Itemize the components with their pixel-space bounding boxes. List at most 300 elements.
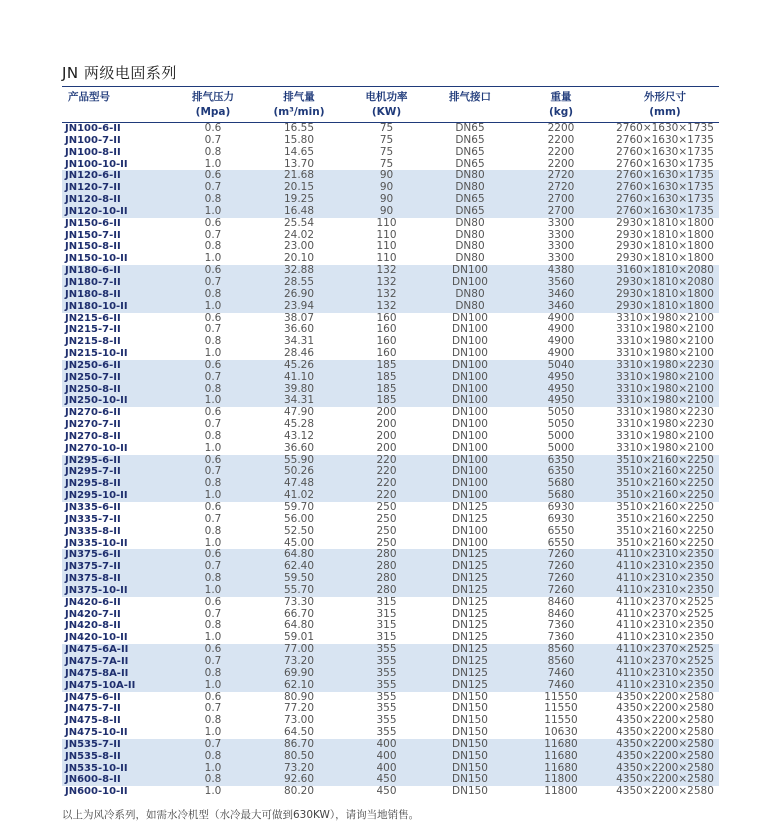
outlet-cell: DN100 (429, 277, 511, 289)
product-spec-table (62, 89, 719, 798)
weight-cell: 7460 (511, 668, 611, 680)
table-row (62, 703, 719, 715)
table-row (62, 549, 719, 561)
pressure-cell: 1.0 (172, 301, 254, 313)
pressure-cell: 0.6 (204, 407, 222, 419)
pressure-cell: 1.0 (204, 348, 222, 360)
model-cell: JN270-8-II (65, 430, 121, 442)
table-row (62, 431, 719, 443)
model-cell: JN475-8-II (65, 715, 121, 727)
power-cell: 400 (344, 739, 429, 751)
outlet-cell: DN65 (429, 206, 511, 218)
outlet-cell: DN125 (452, 502, 488, 513)
model-cell: JN180-10-II (62, 301, 172, 313)
model-cell: JN535-10-II (62, 763, 172, 775)
outlet-cell: DN80 (429, 182, 511, 194)
header-flow: 排气量 (283, 91, 315, 103)
flow-cell: 45.28 (283, 419, 315, 431)
table-row (62, 727, 719, 739)
model-cell: JN295-8-II (62, 478, 172, 490)
dims-cell: 3310×1980×2100 (616, 348, 714, 360)
outlet-cell: DN100 (452, 442, 488, 454)
model-cell: JN100-8-II (65, 146, 121, 158)
weight-cell: 11680 (511, 751, 611, 763)
flow-cell: 13.70 (283, 158, 315, 170)
pressure-cell: 0.8 (204, 241, 222, 253)
outlet-cell: DN125 (429, 561, 511, 573)
weight-cell: 5050 (547, 407, 575, 419)
weight-cell: 7260 (511, 573, 611, 585)
model-cell: JN100-10-II (65, 158, 128, 170)
table-row (62, 182, 719, 194)
table-row (62, 573, 719, 585)
table-row (62, 206, 719, 218)
pressure-cell: 0.8 (172, 478, 254, 490)
flow-cell: 24.02 (283, 229, 315, 241)
weight-cell: 3300 (547, 217, 575, 229)
model-cell: JN475-8A-II (62, 668, 172, 680)
pressure-cell: 0.8 (204, 430, 222, 442)
dims-cell: 2930×1810×1800 (611, 301, 719, 313)
header-pressure-unit: (Mpa) (172, 105, 254, 123)
power-cell: 75 (379, 122, 394, 134)
power-cell: 400 (344, 763, 429, 775)
power-cell: 90 (344, 182, 429, 194)
model-cell: JN100-6-II (65, 123, 121, 134)
dims-cell: 3310×1980×2100 (616, 442, 714, 454)
power-cell: 315 (376, 620, 397, 632)
weight-cell: 2200 (547, 122, 575, 134)
power-cell: 355 (376, 691, 397, 703)
flow-cell: 25.54 (283, 217, 315, 229)
weight-cell: 11550 (544, 715, 578, 727)
outlet-cell: DN150 (429, 774, 511, 786)
power-cell: 160 (376, 348, 397, 360)
outlet-cell: DN100 (452, 430, 488, 442)
outlet-cell: DN125 (452, 608, 488, 620)
weight-cell: 4900 (547, 324, 575, 336)
outlet-cell: DN100 (452, 407, 488, 419)
pressure-cell: 0.8 (204, 336, 222, 348)
flow-cell: 41.10 (254, 372, 344, 384)
model-cell: JN250-7-II (62, 372, 172, 384)
flow-cell: 56.00 (283, 513, 315, 525)
outlet-cell: DN125 (429, 585, 511, 597)
flow-cell: 73.30 (283, 596, 315, 608)
dims-cell: 3310×1980×2100 (616, 324, 714, 336)
flow-cell: 38.07 (283, 312, 315, 324)
power-cell: 250 (376, 513, 397, 525)
dims-cell: 2760×1630×1735 (616, 158, 714, 170)
power-cell: 355 (344, 668, 429, 680)
pressure-cell: 0.7 (204, 608, 222, 620)
dims-cell: 2760×1630×1735 (611, 194, 719, 206)
table-row (62, 301, 719, 313)
model-cell: JN250-10-II (62, 395, 172, 407)
header-weight: 重量 (550, 91, 572, 103)
table-row (62, 289, 719, 301)
dims-cell: 2930×1810×1800 (616, 253, 714, 265)
header-outlet-unit (429, 105, 511, 123)
flow-cell: 16.55 (283, 122, 315, 134)
dims-cell: 3310×1980×2100 (616, 430, 714, 442)
model-cell: JN375-8-II (62, 573, 172, 585)
flow-cell: 80.50 (254, 751, 344, 763)
header-weight-unit: (kg) (511, 105, 611, 123)
dims-cell: 3510×2160×2250 (611, 490, 719, 502)
outlet-cell: DN150 (429, 751, 511, 763)
weight-cell: 2200 (547, 158, 575, 170)
pressure-cell: 0.6 (204, 312, 222, 324)
table-row (62, 502, 719, 514)
table-row (62, 159, 719, 171)
table-row (62, 147, 719, 159)
header-pressure: 排气压力 (192, 91, 234, 103)
pressure-cell: 1.0 (204, 727, 222, 739)
flow-cell: 28.55 (254, 277, 344, 289)
dims-cell: 4350×2200×2580 (616, 703, 714, 715)
outlet-cell: DN80 (429, 289, 511, 301)
dims-cell: 2930×1810×2080 (611, 277, 719, 289)
table-row (62, 324, 719, 336)
table-row (62, 466, 719, 478)
table-row (62, 372, 719, 384)
footnote: 以上为风冷系列，如需水冷机型（水冷最大可做到630KW），请询当地销售。 (62, 809, 420, 821)
flow-cell: 62.40 (254, 561, 344, 573)
weight-cell: 4900 (547, 336, 575, 348)
flow-cell: 20.10 (283, 253, 315, 265)
model-cell: JN535-7-II (62, 739, 172, 751)
flow-cell: 14.65 (283, 146, 315, 158)
weight-cell: 2700 (511, 194, 611, 206)
power-cell: 250 (376, 537, 397, 549)
model-cell: JN120-10-II (62, 206, 172, 218)
power-cell: 280 (344, 561, 429, 573)
weight-cell: 6550 (547, 537, 575, 549)
weight-cell: 2200 (547, 146, 575, 158)
outlet-cell: DN65 (455, 134, 485, 146)
power-cell: 450 (376, 786, 397, 798)
weight-cell: 7260 (511, 585, 611, 597)
dims-cell: 3310×1980×2100 (616, 336, 714, 348)
pressure-cell: 1.0 (204, 158, 222, 170)
header-outlet: 排气接口 (449, 91, 491, 103)
model-cell: JN335-7-II (65, 513, 121, 525)
model-cell: JN100-7-II (65, 134, 121, 146)
table-row (62, 763, 719, 775)
power-cell: 355 (376, 703, 397, 715)
outlet-cell: DN125 (429, 656, 511, 668)
pressure-cell: 0.7 (172, 561, 254, 573)
weight-cell: 3300 (547, 241, 575, 253)
outlet-cell: DN125 (452, 513, 488, 525)
outlet-cell: DN65 (429, 194, 511, 206)
pressure-cell: 0.6 (172, 360, 254, 372)
power-cell: 110 (376, 217, 397, 229)
outlet-cell: DN100 (429, 360, 511, 372)
table-row (62, 123, 719, 135)
table-row (62, 585, 719, 597)
model-cell: JN475-7A-II (62, 656, 172, 668)
outlet-cell: DN125 (452, 632, 488, 644)
dims-cell: 3310×1980×2100 (611, 395, 719, 407)
pressure-cell: 0.7 (172, 277, 254, 289)
weight-cell: 4900 (547, 348, 575, 360)
model-cell: JN180-7-II (62, 277, 172, 289)
model-cell: JN150-8-II (65, 241, 121, 253)
dims-cell: 3310×1980×2100 (616, 312, 714, 324)
model-cell: JN215-7-II (65, 324, 121, 336)
weight-cell: 3300 (547, 253, 575, 265)
pressure-cell: 1.0 (204, 632, 222, 644)
table-row (62, 715, 719, 727)
dims-cell: 4110×2310×2350 (616, 632, 714, 644)
power-cell: 185 (344, 360, 429, 372)
power-cell: 355 (344, 680, 429, 692)
weight-cell: 7460 (511, 680, 611, 692)
outlet-cell: DN100 (429, 384, 511, 396)
weight-cell: 5050 (547, 419, 575, 431)
power-cell: 185 (344, 372, 429, 384)
dims-cell: 4350×2200×2580 (616, 727, 714, 739)
weight-cell: 6350 (511, 455, 611, 467)
table-row (62, 526, 719, 538)
model-cell: JN180-8-II (62, 289, 172, 301)
power-cell: 110 (376, 253, 397, 265)
power-cell: 132 (344, 289, 429, 301)
title-divider (62, 86, 719, 87)
outlet-cell: DN100 (452, 537, 488, 549)
pressure-cell: 0.8 (172, 751, 254, 763)
flow-cell: 45.26 (254, 360, 344, 372)
power-cell: 355 (344, 656, 429, 668)
flow-cell: 26.90 (254, 289, 344, 301)
power-cell: 90 (344, 170, 429, 182)
power-cell: 220 (344, 455, 429, 467)
flow-cell: 64.80 (254, 549, 344, 561)
outlet-cell: DN100 (452, 348, 488, 360)
table-row (62, 135, 719, 147)
flow-cell: 15.80 (283, 134, 315, 146)
header-dims-unit: (mm) (611, 105, 719, 123)
flow-cell: 20.15 (254, 182, 344, 194)
model-cell: JN420-7-II (65, 608, 121, 620)
dims-cell: 3510×2160×2250 (611, 478, 719, 490)
table-row (62, 620, 719, 632)
model-cell: JN150-10-II (65, 253, 128, 265)
table-row (62, 277, 719, 289)
weight-cell: 4900 (547, 312, 575, 324)
table-row (62, 680, 719, 692)
table-row (62, 336, 719, 348)
table-row (62, 455, 719, 467)
table-row (62, 218, 719, 230)
model-cell: JN600-10-II (65, 786, 128, 798)
dims-cell: 3510×2160×2250 (616, 502, 714, 513)
outlet-cell: DN125 (429, 573, 511, 585)
dims-cell: 4110×2310×2350 (616, 620, 714, 632)
model-cell: JN215-8-II (65, 336, 121, 348)
flow-cell: 92.60 (254, 774, 344, 786)
dims-cell: 4350×2200×2580 (611, 739, 719, 751)
table-row (62, 692, 719, 704)
table-row (62, 265, 719, 277)
pressure-cell: 1.0 (172, 680, 254, 692)
outlet-cell: DN80 (455, 229, 485, 241)
outlet-cell: DN150 (429, 739, 511, 751)
dims-cell: 4110×2310×2350 (611, 573, 719, 585)
outlet-cell: DN100 (429, 265, 511, 277)
model-cell: JN600-8-II (62, 774, 172, 786)
table-row (62, 632, 719, 644)
dims-cell: 4110×2310×2350 (611, 668, 719, 680)
pressure-cell: 1.0 (172, 763, 254, 775)
weight-cell: 2700 (511, 206, 611, 218)
outlet-cell: DN100 (429, 395, 511, 407)
pressure-cell: 0.7 (172, 656, 254, 668)
model-cell: JN250-8-II (62, 384, 172, 396)
table-row (62, 395, 719, 407)
pressure-cell: 0.6 (172, 265, 254, 277)
weight-cell: 8560 (511, 656, 611, 668)
power-cell: 200 (376, 430, 397, 442)
pressure-cell: 0.8 (172, 194, 254, 206)
dims-cell: 2760×1630×1735 (616, 122, 714, 134)
weight-cell: 11800 (511, 774, 611, 786)
header-model: 产品型号 (68, 91, 110, 103)
dims-cell: 2930×1810×1800 (616, 229, 714, 241)
flow-cell: 62.10 (254, 680, 344, 692)
table-row (62, 348, 719, 360)
flow-cell: 21.68 (254, 170, 344, 182)
table-row (62, 514, 719, 526)
power-cell: 132 (344, 265, 429, 277)
dims-cell: 3160×1810×2080 (611, 265, 719, 277)
dims-cell: 3510×2160×2250 (611, 455, 719, 467)
pressure-cell: 0.6 (204, 596, 222, 608)
power-cell: 250 (376, 502, 397, 513)
dims-cell: 4110×2370×2525 (611, 656, 719, 668)
weight-cell: 8460 (547, 608, 575, 620)
power-cell: 280 (344, 585, 429, 597)
pressure-cell: 0.7 (204, 324, 222, 336)
weight-cell: 7360 (547, 632, 575, 644)
power-cell: 450 (344, 774, 429, 786)
model-cell: JN120-8-II (62, 194, 172, 206)
table-row (62, 644, 719, 656)
flow-cell: 34.31 (283, 336, 315, 348)
weight-cell: 7260 (511, 549, 611, 561)
outlet-cell: DN125 (429, 680, 511, 692)
table-row (62, 774, 719, 786)
model-cell: JN295-7-II (62, 466, 172, 478)
power-cell: 132 (344, 277, 429, 289)
weight-cell: 3300 (547, 229, 575, 241)
dims-cell: 4110×2370×2525 (611, 644, 719, 656)
power-cell: 90 (344, 206, 429, 218)
pressure-cell: 0.8 (172, 774, 254, 786)
power-cell: 355 (376, 727, 397, 739)
weight-cell: 2720 (511, 170, 611, 182)
flow-cell: 50.26 (254, 466, 344, 478)
dims-cell: 2930×1810×1800 (616, 217, 714, 229)
power-cell: 355 (344, 644, 429, 656)
weight-cell: 5680 (511, 490, 611, 502)
pressure-cell: 0.8 (204, 525, 222, 537)
flow-cell: 59.01 (283, 632, 315, 644)
flow-cell: 73.20 (254, 656, 344, 668)
weight-cell: 4380 (511, 265, 611, 277)
power-cell: 185 (344, 384, 429, 396)
dims-cell: 3510×2160×2250 (611, 466, 719, 478)
flow-cell: 34.31 (254, 395, 344, 407)
table-row (62, 384, 719, 396)
table-row (62, 786, 719, 798)
pressure-cell: 1.0 (204, 786, 222, 798)
flow-cell: 80.20 (283, 786, 315, 798)
pressure-cell: 0.8 (204, 620, 222, 632)
pressure-cell: 0.8 (204, 146, 222, 158)
flow-cell: 16.48 (254, 206, 344, 218)
weight-cell: 2200 (547, 134, 575, 146)
flow-cell: 73.00 (283, 715, 315, 727)
power-cell: 160 (376, 336, 397, 348)
dims-cell: 4350×2200×2580 (616, 715, 714, 727)
outlet-cell: DN125 (452, 620, 488, 632)
weight-cell: 6350 (511, 466, 611, 478)
weight-cell: 11680 (511, 739, 611, 751)
outlet-cell: DN80 (455, 241, 485, 253)
outlet-cell: DN150 (429, 763, 511, 775)
outlet-cell: DN150 (452, 691, 488, 703)
outlet-cell: DN100 (429, 490, 511, 502)
flow-cell: 41.02 (254, 490, 344, 502)
flow-cell: 32.88 (254, 265, 344, 277)
flow-cell: 66.70 (283, 608, 315, 620)
power-cell: 110 (376, 229, 397, 241)
dims-cell: 4110×2370×2525 (616, 596, 714, 608)
flow-cell: 64.80 (283, 620, 315, 632)
header-power-unit: (KW) (344, 105, 429, 123)
header-model-unit (62, 105, 172, 123)
model-cell: JN420-10-II (65, 632, 128, 644)
flow-cell: 47.48 (254, 478, 344, 490)
pressure-cell: 0.7 (172, 182, 254, 194)
model-cell: JN375-6-II (62, 549, 172, 561)
model-cell: JN215-10-II (65, 348, 128, 360)
weight-cell: 5000 (547, 442, 575, 454)
pressure-cell: 1.0 (204, 442, 222, 454)
dims-cell: 4110×2310×2350 (611, 585, 719, 597)
power-cell: 220 (344, 478, 429, 490)
pressure-cell: 1.0 (204, 253, 222, 265)
power-cell: 280 (344, 549, 429, 561)
outlet-cell: DN125 (429, 549, 511, 561)
model-cell: JN295-6-II (62, 455, 172, 467)
outlet-cell: DN65 (455, 146, 485, 158)
dims-cell: 4110×2310×2350 (611, 561, 719, 573)
weight-cell: 11800 (544, 786, 578, 798)
flow-cell: 64.50 (283, 727, 315, 739)
pressure-cell: 1.0 (172, 585, 254, 597)
table-row (62, 561, 719, 573)
dims-cell: 2930×1810×1800 (611, 289, 719, 301)
flow-cell: 36.60 (283, 324, 315, 336)
pressure-cell: 0.6 (204, 691, 222, 703)
model-cell: JN475-6-II (65, 691, 121, 703)
pressure-cell: 0.7 (204, 703, 222, 715)
dims-cell: 4350×2200×2580 (611, 751, 719, 763)
